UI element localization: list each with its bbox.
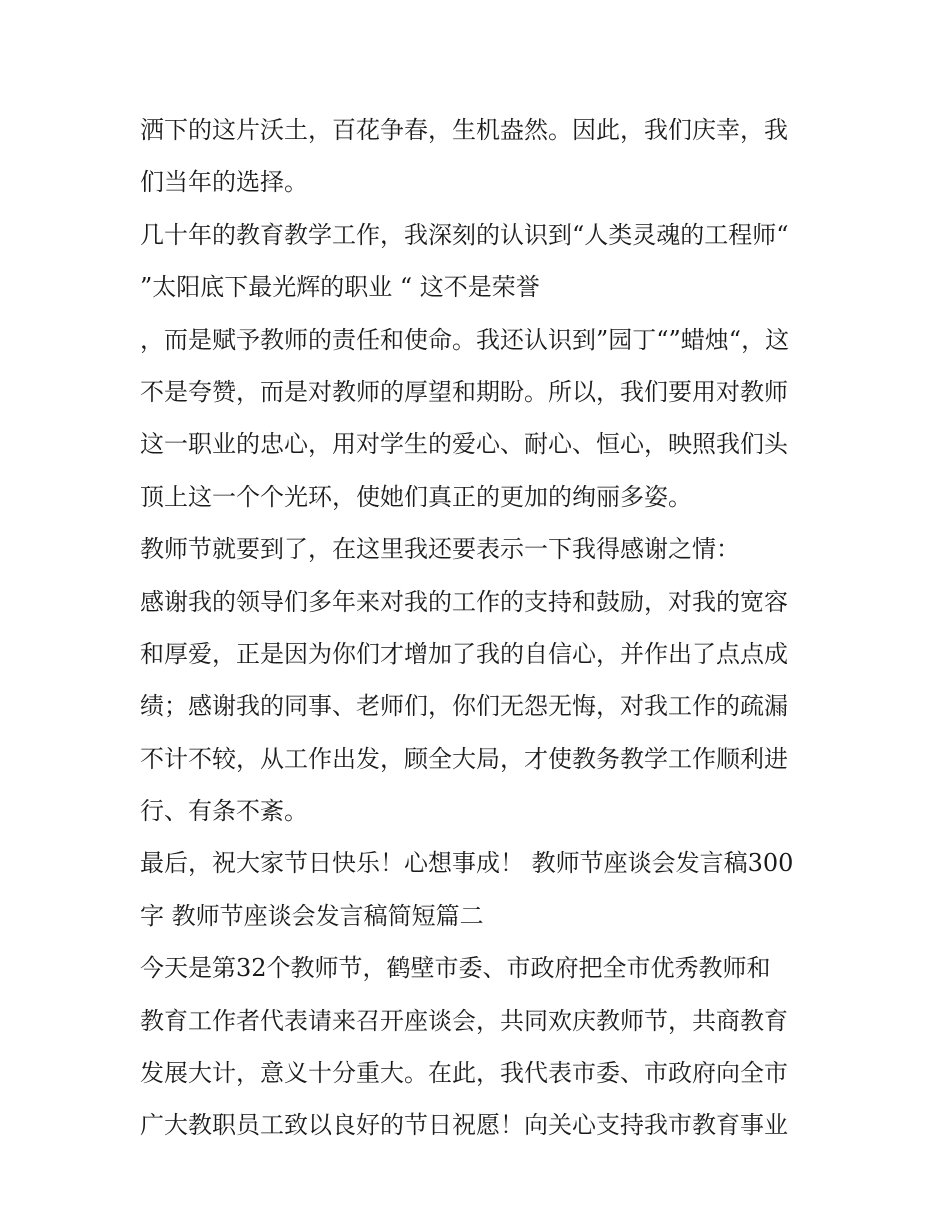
text-line: 感谢我的领导们多年来对我的工作的支持和鼓励，对我的宽容: [140, 587, 788, 616]
text-line: 这一职业的忠心，用对学生的爱心、耐心、恒心，映照我们头: [140, 430, 788, 459]
text-line: 最后，祝大家节日快乐！心想事成！ 教师节座谈会发言稿300: [140, 849, 794, 878]
text-line: 洒下的这片沃土，百花争春，生机盎然。因此，我们庆幸，我: [140, 116, 788, 144]
text-line: 教师节就要到了，在这里我还要表示一下我得感谢之情：: [140, 535, 740, 564]
text-line: 和厚爱，正是因为你们才增加了我的自信心，并作出了点点成: [140, 639, 788, 668]
text-line: 不是夸赞，而是对教师的厚望和期盼。所以，我们要用对教师: [140, 377, 788, 406]
text-line: 教育工作者代表请来召开座谈会，共同欢庆教师节，共商教育: [140, 1006, 788, 1035]
text-line: 绩；感谢我的同事、老师们，你们无怨无悔，对我工作的疏漏: [140, 692, 788, 721]
text-line: ，而是赋予教师的责任和使命。我还认识到”园丁“”蜡烛“，这: [140, 325, 790, 354]
text-line: 们当年的选择。: [140, 168, 308, 197]
text-line: 今天是第32个教师节，鹤壁市委、市政府把全市优秀教师和: [140, 954, 771, 983]
text-line: 发展大计，意义十分重大。在此，我代表市委、市政府向全市: [140, 1059, 788, 1088]
text-line: 字 教师节座谈会发言稿简短篇二: [140, 901, 484, 930]
text-line: 几十年的教育教学工作，我深刻的认识到“人类灵魂的工程师“: [140, 220, 789, 249]
text-line: ”太阳底下最光辉的职业 “ 这不是荣誉: [140, 273, 540, 302]
text-line: 行、有条不紊。: [140, 797, 308, 826]
text-line: 不计不较，从工作出发，顾全大局，才使教务教学工作顺利进: [140, 744, 788, 773]
text-line: 顶上这一个个光环，使她们真正的更加的绚丽多姿。: [140, 482, 692, 511]
text-line: 广大教职员工致以良好的节日祝愿！向关心支持我市教育事业: [140, 1111, 788, 1140]
body-text: [140, 108, 820, 1156]
